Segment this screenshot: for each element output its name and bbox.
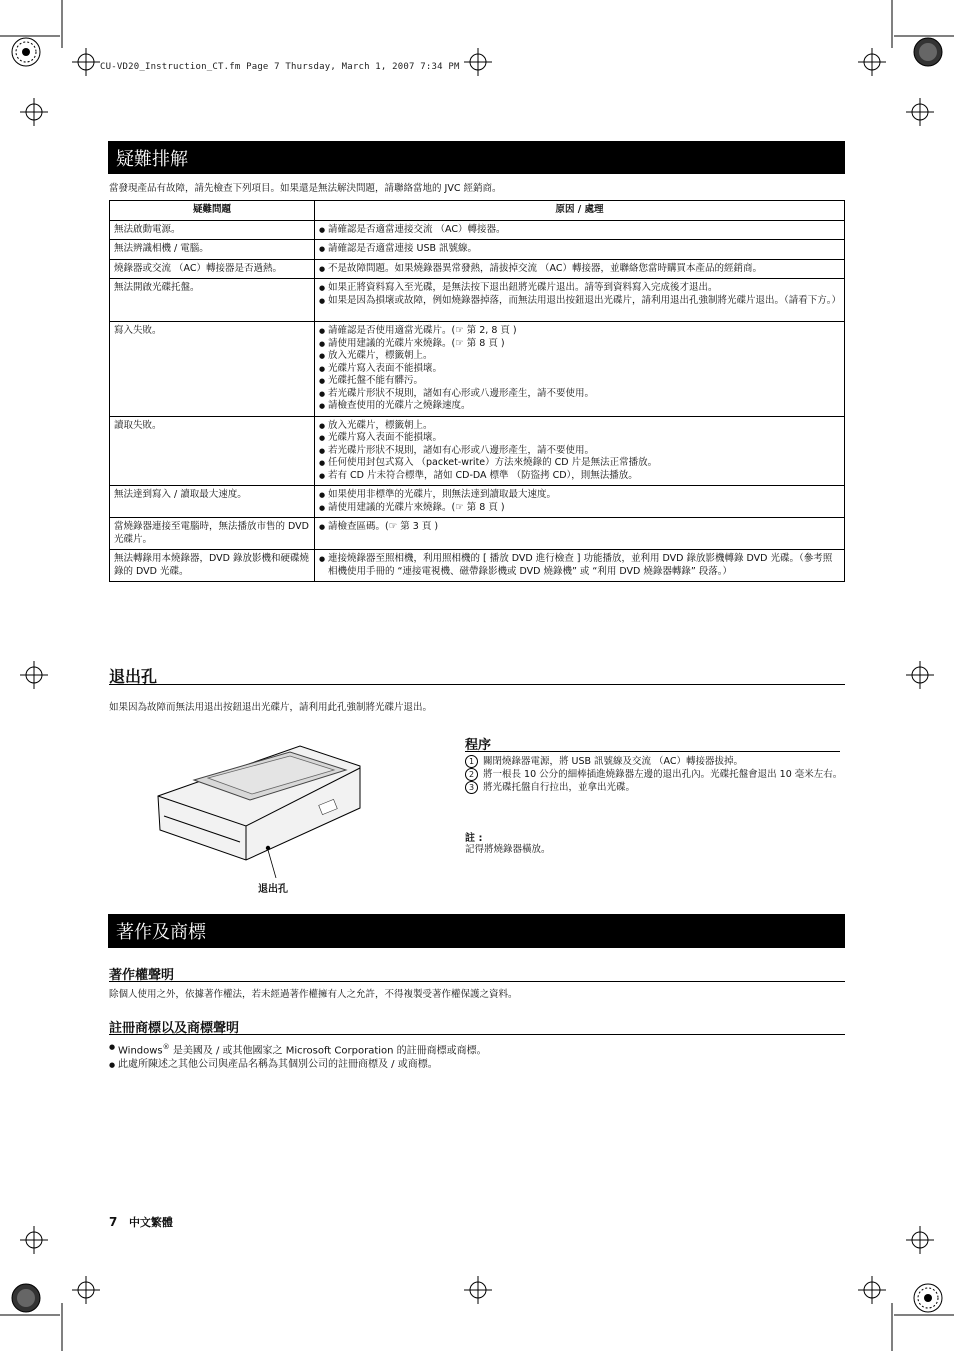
problem-cell: 寫入失敗。 [110, 322, 315, 417]
table-row [110, 416, 845, 486]
cause-item: ● 若光碟片形狀不規則，諸如有心形或八邊形產生，請不要使用。 [319, 388, 840, 401]
eject-hole-point [266, 846, 270, 850]
step-number: 1 [465, 755, 478, 768]
troubleshooting-table [109, 200, 845, 582]
problem-cell: 無法啟動電源。 [110, 220, 315, 240]
cause-item: ● 放入光碟片，標籤朝上。 [319, 350, 840, 363]
step-text: 將一根長 10 公分的細棒插進燒錄器左邊的退出孔內。光碟托盤會退出 10 毫米左右。 [483, 769, 843, 780]
table-row [110, 550, 845, 582]
cause-item: ● 光碟托盤不能有髒污。 [319, 375, 840, 388]
troubleshooting-title-text: 疑難排解 [116, 148, 188, 170]
problem-cell: 讀取失敗。 [110, 416, 315, 486]
cause-item: ● 光碟片寫入表面不能損壞。 [319, 363, 840, 376]
cause-item: ● 若有 CD 片未符合標準，諸如 CD-DA 標準 （防盜拷 CD），則無法播放。 [319, 470, 840, 483]
registration-mark-bottom-left [12, 1284, 40, 1312]
col-problem-header: 疑難問題 [110, 201, 315, 221]
procedure-step [465, 768, 843, 781]
burner-illustration [150, 738, 370, 878]
table-row [110, 518, 845, 550]
cause-item: ● 請確認是否適當連接 USB 訊號線。 [319, 243, 840, 256]
cause-item: ● 光碟片寫入表面不能損壞。 [319, 432, 840, 445]
problem-cell: 無法辨識相機 / 電腦。 [110, 240, 315, 260]
note-label: 註 : [465, 833, 483, 844]
eject-hole-label: 退出孔 [258, 884, 288, 895]
table-row [110, 322, 845, 417]
file-header: CU-VD20_Instruction_CT.fm Page 7 Thursday, March 1, 2007 7:34 PM [100, 62, 460, 72]
trademark-item [109, 1040, 845, 1058]
table-row [110, 240, 845, 260]
cause-item: ● 放入光碟片，標籤朝上。 [319, 420, 840, 433]
trademark-item-text: 是美國及 / 或其他國家之 Microsoft Corporation 的註冊商標或商標。 [169, 1045, 487, 1057]
trademark-title: 註冊商標以及商標聲明 [109, 1021, 240, 1036]
cause-item: ● 請使用建議的光碟片來燒錄。(☞ 第 8 頁 ) [319, 338, 840, 351]
cause-item: ● 若光碟片形狀不規則，諸如有心形或八邊形產生，請不要使用。 [319, 445, 840, 458]
table-header-row [110, 201, 845, 221]
registration-mark-top-left [12, 38, 40, 66]
problem-cell: 燒錄器或交流 （AC）轉接器是否過熱。 [110, 259, 315, 279]
cause-cell [315, 518, 845, 550]
copyright-notice-text: 除個人使用之外，依據著作權法，若未經過著作權擁有人之允許，不得複製受著作權保護之資料。 [109, 989, 518, 1000]
copyright-notice-heading [109, 964, 845, 982]
eject-hole-heading [109, 664, 845, 685]
table-row [110, 279, 845, 322]
step-number: 2 [465, 768, 478, 781]
cause-item: ● 請使用建議的光碟片來燒錄。(☞ 第 8 頁 ) [319, 502, 840, 515]
registration-mark-top-right [914, 38, 942, 66]
table-row [110, 220, 845, 240]
page-number: 7 [109, 1215, 118, 1229]
step-text: 關閉燒錄器電源，將 USB 訊號線及交流 （AC）轉接器拔掉。 [483, 756, 744, 767]
note-text: 記得將燒錄器橫放。 [465, 844, 551, 855]
step-text: 將光碟托盤自行拉出，並拿出光碟。 [483, 782, 636, 793]
problem-cell: 當燒錄器連接至電腦時，無法播放市售的 DVD 光碟片。 [110, 518, 315, 550]
table-row [110, 259, 845, 279]
cause-item: ● 請確認是否適當連接交流 （AC）轉接器。 [319, 224, 840, 237]
procedure-step [465, 755, 843, 768]
cause-item: ● 如果使用非標準的光碟片，則無法達到讀取最大速度。 [319, 489, 840, 502]
windows-name: Windows [118, 1045, 163, 1057]
eject-hole-title: 退出孔 [109, 667, 158, 686]
registration-mark-bottom-right [914, 1284, 942, 1312]
problem-cell: 無法開啟光碟托盤。 [110, 279, 315, 322]
cause-item: ● 請檢查使用的光碟片之燒錄速度。 [319, 400, 840, 413]
copyright-notice-title: 著作權聲明 [109, 968, 175, 983]
trademark-list [109, 1040, 845, 1072]
cause-cell [315, 220, 845, 240]
problem-cell: 無法轉錄用本燒錄器，DVD 錄放影機和硬碟燒錄的 DVD 光碟。 [110, 550, 315, 582]
procedure-heading [465, 734, 840, 752]
cause-cell [315, 259, 845, 279]
procedure-step [465, 781, 843, 794]
procedure-steps [465, 755, 843, 794]
cause-item: ● 不是故障問題。如果燒錄器異常發熱，請拔掉交流 （AC）轉接器，並聯絡您當時購買本產品的經銷商。 [319, 263, 840, 276]
table-row [110, 486, 845, 518]
procedure-title: 程序 [465, 738, 492, 753]
cause-cell [315, 279, 845, 322]
cause-cell [315, 322, 845, 417]
cause-item: ● 請確認是否使用適當光碟片。(☞ 第 2, 8 頁 ) [319, 325, 840, 338]
troubleshooting-title [108, 141, 845, 174]
cause-cell [315, 486, 845, 518]
cause-cell [315, 550, 845, 582]
cause-item: ● 如果是因為損壞或故障，例如燒錄器掉落，而無法用退出按鈕退出光碟片，請利用退出孔強制將光碟片退出。（請看下方。） [319, 295, 840, 308]
cause-item: ● 連接燒錄器至照相機，利用照相機的 [ 播放 DVD 進行檢查 ] 功能播放，並利用 DVD 錄放影機轉錄 DVD 光碟。（參考照相機使用手冊的 “連接電視機、磁帶錄影機或 DVD 燒錄機” 或 “利用 DVD 燒錄器轉錄” 段落。） [319, 553, 840, 578]
cause-item: ● 任何使用封包式寫入 （packet-write）方法來燒錄的 CD 片是無法正常播放。 [319, 457, 840, 470]
eject-hole-intro: 如果因為故障而無法用退出按鈕退出光碟片，請利用此孔強制將光碟片退出。 [109, 702, 433, 713]
language-label: 中文繁體 [128, 1216, 173, 1229]
col-cause-header: 原因 / 處理 [315, 201, 845, 221]
cause-item: ● 如果正將資料寫入至光碟，是無法按下退出鈕將光碟片退出。請等到資料寫入完成後才退出。 [319, 282, 840, 295]
trademark-heading [109, 1017, 845, 1035]
copyright-title [108, 914, 845, 948]
cause-item: ● 請檢查區碼。(☞ 第 3 頁 ) [319, 521, 840, 534]
cause-cell [315, 240, 845, 260]
registered-mark: ® [162, 1043, 170, 1051]
copyright-title-text: 著作及商標 [116, 922, 206, 943]
page-footer [109, 1211, 173, 1230]
troubleshooting-intro: 當發現產品有故障，請先檢查下列項目。如果還是無法解決問題，請聯絡當地的 JVC 經銷商。 [109, 183, 502, 194]
step-number: 3 [465, 781, 478, 794]
problem-cell: 無法達到寫入 / 讀取最大速度。 [110, 486, 315, 518]
trademark-item: ● 此處所陳述之其他公司與產品名稱為其個別公司的註冊商標及 / 或商標。 [109, 1058, 845, 1072]
cause-cell [315, 416, 845, 486]
